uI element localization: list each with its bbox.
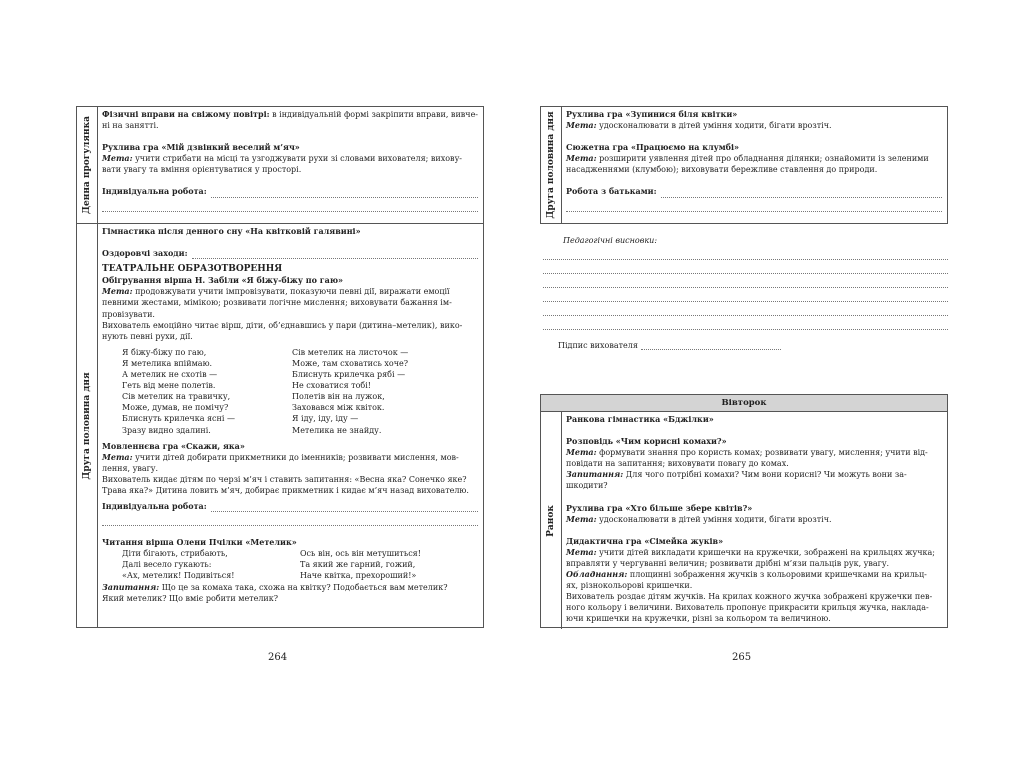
parents-blank-line <box>566 198 942 212</box>
day-header: Вівторок <box>541 395 947 412</box>
parents-work: Робота з батьками: <box>566 186 942 197</box>
walk-blank-line <box>102 198 478 212</box>
conclusions-line-5 <box>543 302 948 316</box>
page-number-right: 265 <box>732 652 752 663</box>
afternoon-individual-work: Індивідуальна робота: <box>102 501 478 512</box>
health-measures: Оздоровчі заходи: <box>102 248 478 259</box>
page-number-left: 264 <box>268 652 288 663</box>
speech-game-title: Мовленнєва гра «Скажи, яка» <box>102 440 245 451</box>
right-afternoon-side-label: Друга половина дня <box>541 107 562 223</box>
walk-game-title: Рухлива гра «Мій дзвінкий веселий м’яч» <box>102 142 300 153</box>
gym-title: Гімнастика після денного сну «На квітковій галявині» <box>102 226 361 236</box>
right-page <box>540 106 948 624</box>
morning-gym-title: Ранкова гімнастика «Бджілки» <box>566 414 714 424</box>
reading-poem <box>102 548 478 581</box>
conclusions-line-2 <box>543 260 948 274</box>
left-page <box>76 106 484 628</box>
poem <box>102 347 478 436</box>
walk-side-label: Денна прогулянка <box>77 107 98 223</box>
plot-game-title: Сюжетна гра «Працюємо на клумбі» <box>566 142 740 153</box>
afternoon-side-label: Друга половина дня <box>77 224 98 627</box>
conclusions-line-4 <box>543 288 948 302</box>
signature-line: Підпис вихователя <box>540 340 948 350</box>
conclusions-line-1 <box>543 246 948 260</box>
reading-title: Читання вірша Олени Пчілки «Метелик» <box>102 537 297 548</box>
afternoon-blank-line <box>102 512 478 526</box>
didactic-game-title: Дидактична гра «Сімейка жуків» <box>566 535 724 546</box>
reading-column-1: Діти бігають, стрибають, Далі весело гукають: «Ах, метелик! Подивіться! <box>122 549 235 581</box>
conclusions-line-3 <box>543 274 948 288</box>
poem-column-2: Сів метелик на листочок — Може, там сховатись хоче? Блиснуть крилечка рябі — Не сховатися тобі! Полетів він на лужок, Заховався між квіток. Я іду, іду, іду — Метелика не знайду. <box>292 347 409 435</box>
morning-side-label: Ранок <box>541 412 562 629</box>
flowers-game-title: Рухлива гра «Хто більше збере квітів?» <box>566 502 753 513</box>
poem-title: Обігрування вірша Н. Забіли «Я біжу-біжу по гаю» <box>102 275 344 286</box>
conclusions-line-6 <box>543 316 948 330</box>
walk-block: Денна прогулянка Фізичні вправи на свіжому повітрі: в індивідуальній формі закріпити вправи, вивче- ні на занятті. Рухлива гра «Мій дзвінкий веселий м’яч» Мета: учити стрибати на місці та узгоджувати рухи зі словами вихователя; вихову- вати увагу та вміння орієнтуватися у просторі. Індивідуальна робота: <box>76 106 484 224</box>
section-title: ТЕАТРАЛЬНЕ ОБРАЗОТВОРЕННЯ <box>102 264 283 275</box>
conclusions-label: Педагогічні висновки: <box>563 236 658 245</box>
stop-game-title: Рухлива гра «Зупинися біля квітки» <box>566 109 738 119</box>
pedagogical-conclusions <box>540 235 948 330</box>
talk-title: Розповідь «Чим корисні комахи?» <box>566 436 727 447</box>
afternoon-block: Друга половина дня Гімнастика після денного сну «На квітковій галявині» Оздоровчі заходи: ТЕАТРАЛЬНЕ ОБРАЗОТВОРЕННЯ Обігрування вірша Н. Забіли «Я біжу-біжу по гаю» Мета: продовжувати учити імпровізувати, показуючи певні дії, виражати емоції певними жестами, мімікою; розвивати логічне мислення; виховувати бажання ім- провізувати. Вихователь емоційно читає вірш, діти, об’єднавшись у пари (дитина–метелик), вико- нують певні рухи, дії. Я біжу-біжу по гаю, Я метелика впіймаю. А метелик не схотів — Геть від мене полетів. Сів метелик на травичку, Може, думав, не помічу? Блиснуть крилечка ясні — Зразу видно здалині. Сів метелик на листочок — Може, там сховатись хоче? Блиснуть крилечка рябі — Не сховатися тобі! Полетів він на лужок, Заховався між квіток. Я іду, іду, іду — Метелика не знайду. Мовленнєва гра «Скажи, яка» Мета: учити дітей добирати прикметники до іменників; розвивати мислення, мов- лення, увагу. Вихователь кидає дітям по черзі м’яч і ставить запитання: «Весна яка? Сонечко яке? Трава яка?» Дитина ловить м’яч, добирає прикметник і кидає м’яч назад вихователю. Індивідуальна робота: Читання вірша Олени Пчілки «Метелик» Діти бігають, стрибають, Далі весело гукають: «Ах, метелик! Подивіться! Ось він, ось він метушиться! Та який же гарний, гожий, Наче квітка, прехороший!» Запитання: Що це за комаха така, схожа на квітку? Подобається вам метелик? Який метелик? Що вміє робити метелик? <box>76 224 484 628</box>
walk-individual-work: Індивідуальна робота: <box>102 186 478 197</box>
right-afternoon-block: Друга половина дня Рухлива гра «Зупинися біля квітки» Мета: удосконалювати в дітей уміння ходити, бігати врозтіч. Сюжетна гра «Працюємо на клумбі» Мета: розширити уявлення дітей про обладнання ділянки; ознайомити із зеленими насадженнями (клумбою); виховувати бережливе ставлення до природи. Робота з батьками: <box>540 106 948 224</box>
tuesday-block: Вівторок Ранок Ранкова гімнастика «Бджілки» Розповідь «Чим корисні комахи?» Мета: формувати знання про користь комах; розвивати увагу, мислення; учити від- повідати на запитання; виховувати повагу до комах. Запитання: Для чого потрібні комахи? Чим вони корисні? Чи можуть вони за- шкодити? Рухлива гра «Хто більше збере квітів?» Мета: удосконалювати в дітей уміння ходити, бігати врозтіч. Дидактична гра «Сімейка жуків» Мета: учити дітей викладати кришечки на кружечки, зображені на крильцях жучка; вправляти у чергуванні величин; розвивати дрібні м’язи пальців рук, увагу. Обладнання: площинні зображення жучків з кольоровими кришечками на крильц- ях, різнокольорові кришечки. Вихователь роздає дітям жучків. На крилах кожного жучка зображені кружечки пев- ного кольору і величини. Вихователь пропонує прикрасити крильця жучка, наклада- ючи кришечки на кружечки, різні за кольором та величиною. <box>540 394 948 628</box>
poem-column-1: Я біжу-біжу по гаю, Я метелика впіймаю. А метелик не схотів — Геть від мене полетів. Сів метелик на травичку, Може, думав, не помічу? Блиснуть крилечка ясні — Зразу видно здалині. <box>122 347 235 435</box>
reading-column-2: Ось він, ось він метушиться! Та який же гарний, гожий, Наче квітка, прехороший!» <box>300 549 421 581</box>
